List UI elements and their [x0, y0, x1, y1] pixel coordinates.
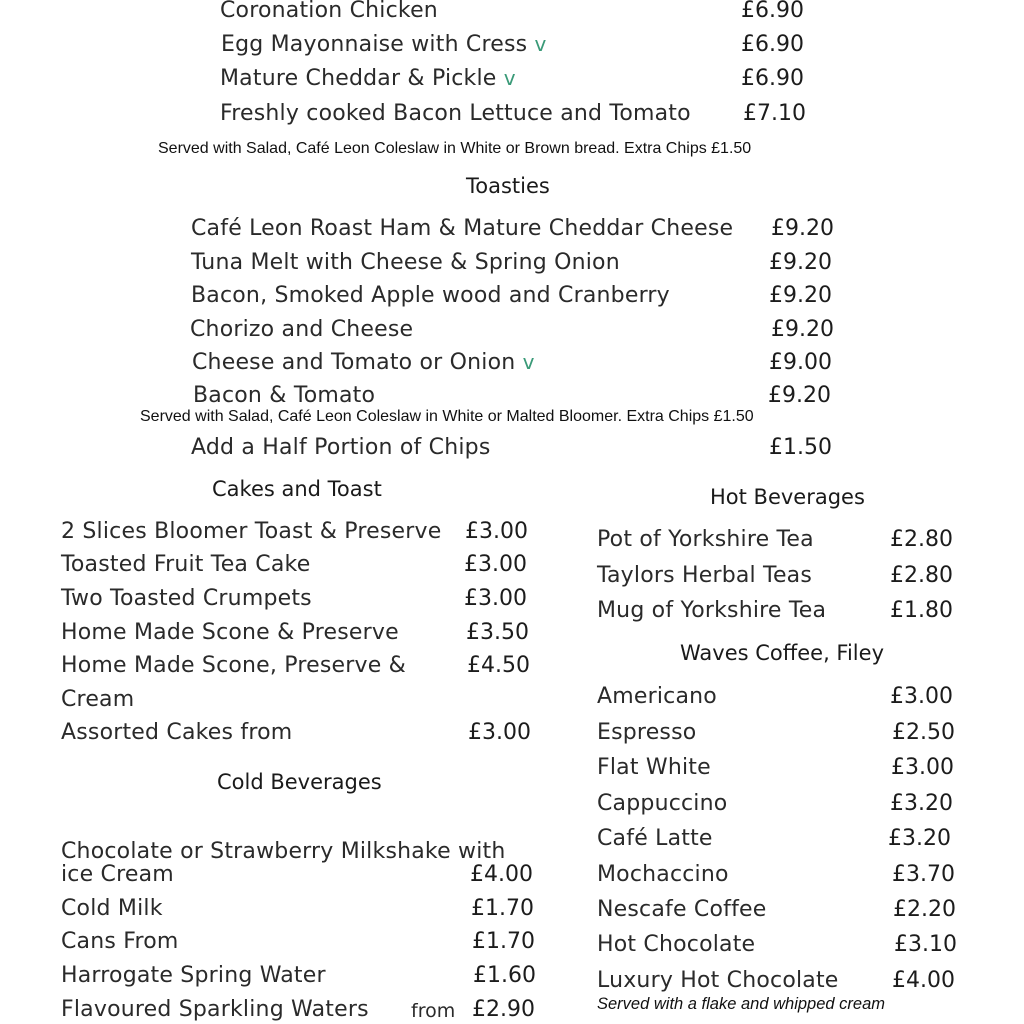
menu-item-price: £3.20 [888, 826, 951, 851]
section-heading: Hot Beverages [710, 485, 865, 509]
menu-item-name: Tuna Melt with Cheese & Spring Onion [191, 250, 620, 275]
menu-item-price: £6.90 [741, 0, 804, 23]
menu-item-name: Bacon & Tomato [193, 383, 376, 408]
menu-item-price: £3.00 [465, 519, 528, 544]
menu-item-price: £1.60 [473, 963, 536, 988]
menu-item-name-continued: ice Cream [61, 862, 174, 887]
menu-item-name: Café Latte [597, 826, 713, 851]
menu-item-name: Luxury Hot Chocolate [597, 968, 839, 993]
menu-item-name: Espresso [597, 720, 697, 745]
menu-item-name: Egg Mayonnaise with Cress v [221, 32, 547, 57]
menu-item-name: 2 Slices Bloomer Toast & Preserve [61, 519, 442, 544]
menu-item-name: Mature Cheddar & Pickle v [220, 66, 516, 91]
section-heading: Cakes and Toast [212, 477, 382, 501]
menu-item-price: £2.20 [893, 897, 956, 922]
menu-item-name: Café Leon Roast Ham & Mature Cheddar Cheese [191, 216, 734, 241]
menu-item-name: Nescafe Coffee [597, 897, 767, 922]
menu-item-price: £1.50 [769, 435, 832, 460]
menu-item-name: Add a Half Portion of Chips [191, 435, 491, 460]
menu-item-name: Cans From [61, 929, 179, 954]
menu-item-price: £6.90 [741, 66, 804, 91]
menu-item-price: £2.80 [890, 527, 953, 552]
price-qualifier: from [411, 1000, 456, 1022]
menu-item-name: Chocolate or Strawberry Milkshake with [61, 839, 506, 864]
menu-item-price: £2.80 [890, 563, 953, 588]
menu-item-price: £9.20 [768, 383, 831, 408]
menu-item-price: £3.10 [894, 932, 957, 957]
menu-item-price: £3.00 [464, 586, 527, 611]
menu-item-price: £3.50 [466, 620, 529, 645]
menu-item-price: £9.20 [771, 216, 834, 241]
menu-item-price: £3.00 [891, 755, 954, 780]
menu-item-name: Home Made Scone, Preserve & [61, 653, 407, 678]
menu-item-price: £2.90 [472, 997, 535, 1022]
menu-item-price: £1.70 [472, 929, 535, 954]
menu-item-price: £3.70 [892, 862, 955, 887]
menu-item-name: Pot of Yorkshire Tea [597, 527, 814, 552]
menu-item-name: Flat White [597, 755, 711, 780]
item-note: Served with a flake and whipped cream [597, 995, 885, 1013]
menu-item-price: £4.00 [892, 968, 955, 993]
menu-item-price: £7.10 [743, 101, 806, 126]
menu-item-name: Two Toasted Crumpets [61, 586, 312, 611]
menu-item-name: Chorizo and Cheese [190, 317, 414, 342]
menu-item-name-continued: Cream [61, 687, 135, 712]
menu-item-price: £2.50 [892, 720, 955, 745]
vegetarian-marker: v [503, 66, 516, 90]
menu-item-name: Bacon, Smoked Apple wood and Cranberry [191, 283, 670, 308]
menu-item-name: Assorted Cakes from [61, 720, 293, 745]
vegetarian-marker: v [534, 32, 547, 56]
menu-item-name: Harrogate Spring Water [61, 963, 326, 988]
menu-item-name: Cheese and Tomato or Onion v [192, 350, 535, 375]
menu-item-price: £6.90 [741, 32, 804, 57]
menu-item-price: £4.00 [470, 862, 533, 887]
menu-item-price: £9.20 [769, 250, 832, 275]
menu-item-price: £9.20 [771, 317, 834, 342]
menu-item-price: £1.80 [890, 598, 953, 623]
menu-item-price: £3.00 [464, 552, 527, 577]
section-heading: Waves Coffee, Filey [680, 641, 884, 665]
menu-item-price: £4.50 [467, 653, 530, 678]
menu-item-name: Coronation Chicken [220, 0, 438, 23]
menu-item-name: Americano [597, 684, 717, 709]
menu-item-price: £3.00 [890, 684, 953, 709]
menu-item-name: Freshly cooked Bacon Lettuce and Tomato [220, 101, 691, 126]
menu-item-name: Toasted Fruit Tea Cake [61, 552, 311, 577]
menu-item-name: Mug of Yorkshire Tea [597, 598, 827, 623]
menu-item-name: Hot Chocolate [597, 932, 756, 957]
section-heading: Cold Beverages [217, 770, 382, 794]
section-note: Served with Salad, Café Leon Coleslaw in White or Malted Bloomer. Extra Chips £1.50 [140, 408, 754, 425]
menu-item-name: Cappuccino [597, 791, 728, 816]
menu-item-name: Flavoured Sparkling Waters [61, 997, 369, 1022]
menu-item-price: £9.00 [769, 350, 832, 375]
section-heading: Toasties [466, 174, 550, 198]
menu-item-name: Mochaccino [597, 862, 729, 887]
menu-item-name: Home Made Scone & Preserve [61, 620, 399, 645]
menu-item-price: £1.70 [471, 896, 534, 921]
menu-item-price: £9.20 [769, 283, 832, 308]
menu-item-price: £3.00 [468, 720, 531, 745]
section-note: Served with Salad, Café Leon Coleslaw in White or Brown bread. Extra Chips £1.50 [158, 140, 752, 157]
menu-item-price: £3.20 [890, 791, 953, 816]
menu-item-name: Cold Milk [61, 896, 163, 921]
vegetarian-marker: v [522, 350, 535, 374]
menu-item-name: Taylors Herbal Teas [597, 563, 813, 588]
